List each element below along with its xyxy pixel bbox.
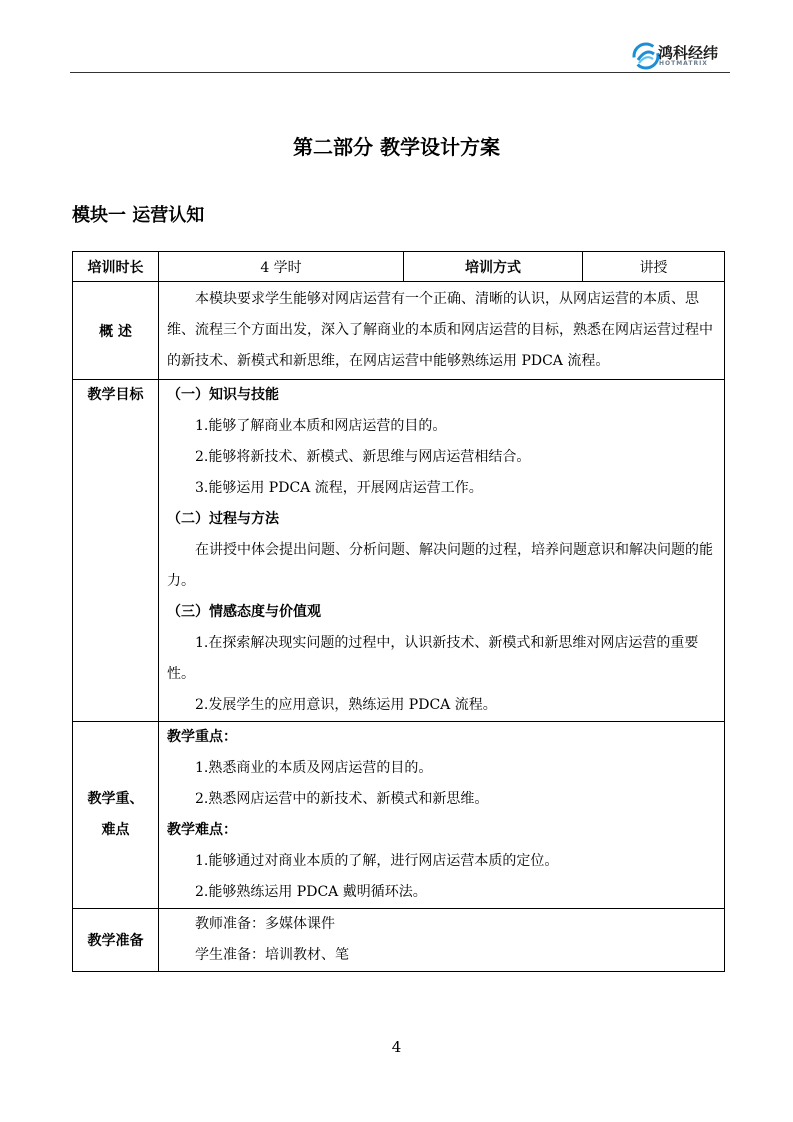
table-row-keypoints <box>73 722 725 909</box>
method-label: 培训方式 <box>404 252 583 282</box>
page-number: 4 <box>391 1038 402 1056</box>
keypoints-label-line: 教学重、 <box>87 791 144 807</box>
attitude-item: 2.发展学生的应用意识，熟练运用 PDCA 流程。 <box>195 697 497 713</box>
overview-label: 概 述 <box>73 282 159 380</box>
company-logo <box>632 42 742 70</box>
difficult-item: 2.能够熟练运用 PDCA 戴明循环法。 <box>195 884 427 900</box>
overview-text: 本模块要求学生能够对网店运营有一个正确、清晰的认识，从网店运营的本质、思维、流程三个方面出发，深入了解商业的本质和网店运营的目标，熟悉在网店运营过程中的新技术、新模式和新思维，在网店运营中能够熟练运用 PDCA 流程。 <box>167 291 713 369</box>
knowledge-title: （一）知识与技能 <box>167 387 279 403</box>
part-title: 第二部分 教学设计方案 <box>293 135 500 159</box>
key-item: 1.熟悉商业的本质及网店运营的目的。 <box>195 760 433 776</box>
process-text: 在讲授中体会提出问题、分析问题、解决问题的过程，培养问题意识和解决问题的能力。 <box>167 542 713 589</box>
duration-value: 4 学时 <box>159 252 404 282</box>
knowledge-item: 2.能够将新技术、新模式、新思维与网店运营相结合。 <box>195 449 531 465</box>
attitude-item: 1.在探索解决现实问题的过程中，认识新技术、新模式和新思维对网店运营的重要性。 <box>167 635 699 682</box>
logo-text-en: HOTMATRIX <box>659 60 708 67</box>
knowledge-item: 3.能够运用 PDCA 流程，开展网店运营工作。 <box>195 480 483 496</box>
module-title: 模块一 运营认知 <box>72 205 205 226</box>
overview-cell <box>159 282 725 380</box>
table-row-overview <box>73 282 725 380</box>
keypoints-label-line: 难点 <box>101 822 130 838</box>
logo-icon <box>632 42 660 70</box>
method-value: 讲授 <box>583 252 725 282</box>
duration-label: 培训时长 <box>73 252 159 282</box>
difficult-title: 教学难点： <box>167 822 237 838</box>
knowledge-item: 1.能够了解商业本质和网店运营的目的。 <box>195 418 447 434</box>
logo-text-cn: 鸿科经纬 <box>658 44 719 62</box>
keypoints-label <box>73 722 159 909</box>
prep-teacher: 教师准备：多媒体课件 <box>195 916 335 932</box>
attitude-title: （三）情感态度与价值观 <box>167 604 321 620</box>
prep-label: 教学准备 <box>73 909 159 972</box>
teaching-plan-table <box>72 251 725 972</box>
prep-student: 学生准备：培训教材、笔 <box>195 947 349 963</box>
difficult-item: 1.能够通过对商业本质的了解，进行网店运营本质的定位。 <box>195 853 559 869</box>
key-item: 2.熟悉网店运营中的新技术、新模式和新思维。 <box>195 791 489 807</box>
prep-cell <box>159 909 725 972</box>
objectives-cell <box>159 380 725 722</box>
keypoints-cell <box>159 722 725 909</box>
key-title: 教学重点： <box>167 729 237 745</box>
table-row-preparation <box>73 909 725 972</box>
objectives-label-text: 教学目标 <box>87 387 144 403</box>
objectives-label <box>73 380 159 722</box>
header-rule <box>70 72 730 73</box>
table-row-objectives <box>73 380 725 722</box>
table-row-duration <box>73 252 725 282</box>
process-title: （二）过程与方法 <box>167 511 279 527</box>
